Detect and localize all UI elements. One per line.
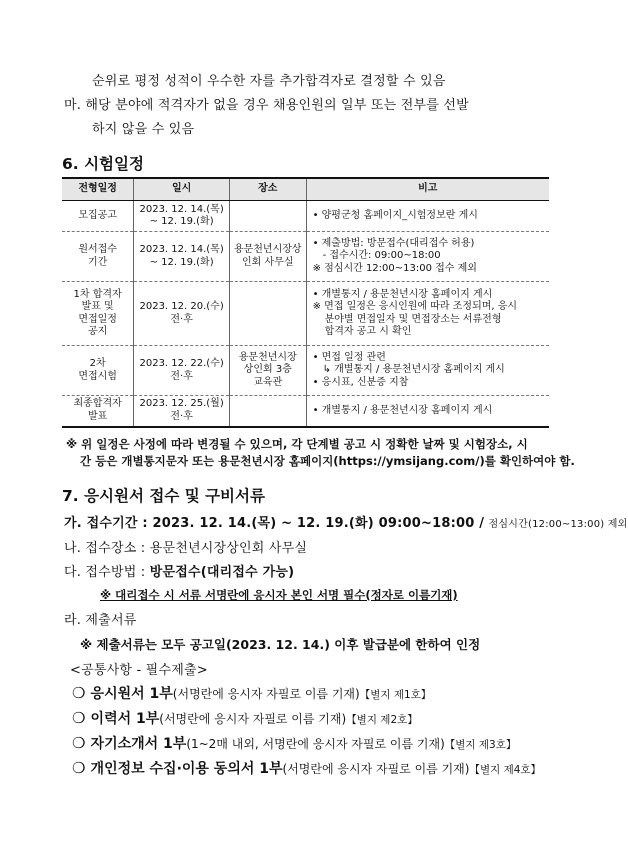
cell-line: 전·후 (170, 370, 193, 382)
cell-line: 합격자 공고 시 확인 (324, 326, 412, 337)
cell-note (306, 232, 549, 282)
cell-line: • 면접 일정 관련 (312, 351, 386, 363)
section-6-title: 6. 시험일정 (62, 155, 144, 173)
cell-line: 기간 (87, 256, 108, 268)
cell-place (229, 232, 306, 282)
receipt-method-line (64, 561, 294, 580)
cell-stage (62, 232, 134, 282)
cell-line: 교육관 (253, 376, 283, 388)
required-doc-item (72, 733, 516, 753)
table-row (62, 346, 549, 396)
cell-line: 분야별 면접일자 및 면접장소는 서류전형 (324, 313, 502, 325)
cell-line: ↳ 개별통지 / 용문천년시장 홈페이지 게시 (322, 364, 505, 376)
header-date: 일시 (134, 178, 230, 201)
table-header-row (62, 178, 549, 201)
proxy-signature-note: ※ 대리접수 시 서류 서명란에 응시자 본인 서명 필수(정자로 이름기재) (100, 588, 458, 602)
cell-note (306, 396, 549, 427)
cell-line: • 개별통지 / 용문천년시장 홈페이지 게시 (312, 288, 493, 300)
required-doc-title: 이력서 1부 (90, 711, 160, 727)
header-place: 장소 (229, 178, 306, 201)
cell-place (229, 201, 306, 232)
cell-date (134, 346, 230, 396)
top-line-2: 마. 해당 분야에 적격자가 없을 경우 채용인원의 일부 또는 전부를 선발 (64, 98, 469, 113)
cell-stage (62, 346, 134, 396)
cell-place (229, 346, 306, 396)
cell-line: 1차 합격자 (73, 288, 122, 300)
cell-line: ~ 12. 19.(화) (149, 216, 214, 227)
required-doc-title: 응시원서 1부 (90, 686, 173, 702)
cell-line: 원서접수 (78, 244, 117, 255)
documents-heading: 라. 제출서류 (64, 613, 137, 628)
cell-line: • 제출방법: 방문접수(대리접수 허용) (312, 237, 475, 249)
lunch-exclusion-note: 점심시간(12:00~13:00) 제외 (488, 519, 628, 530)
cell-place (229, 396, 306, 427)
cell-line: 공지 (87, 326, 108, 337)
cell-note (306, 282, 549, 346)
header-stage: 전형일정 (62, 178, 134, 201)
cell-line: 면접시험 (78, 370, 117, 382)
table-row (62, 396, 549, 427)
cell-line: 면접일정 (78, 313, 117, 325)
cell-line: 2023. 12. 20.(수) (139, 301, 224, 312)
receipt-period: 가. 접수기간 : 2023. 12. 14.(목) ~ 12. 19.(화) 09:00~18:00 / (64, 516, 485, 531)
required-doc-desc: (1~2매 내외, 서명란에 응시자 자필로 이름 기재) (186, 737, 445, 751)
cell-date (134, 282, 230, 346)
schedule-footnote-line-2: 간 등은 개별통지문자 또는 용문천년시장 홈페이지(https://ymsijang.com/)를 확인하여야 함. (80, 454, 575, 468)
cell-stage (62, 396, 134, 427)
schedule-footnote-line-1: ※ 위 일정은 사정에 따라 변경될 수 있으며, 각 단계별 공고 시 정확한 날짜 및 시험장소, 시 (66, 437, 528, 451)
cell-line: - 접수시간: 09:00~18:00 (322, 250, 441, 262)
cell-line: 모집공고 (78, 209, 117, 221)
header-note: 비고 (306, 178, 549, 201)
form-number-badge: 【별지 제4호】 (469, 764, 542, 776)
cell-line: • 응시표, 신분증 지참 (312, 376, 409, 388)
form-number-badge: 【별지 제3호】 (444, 739, 517, 751)
form-number-badge: 【별지 제1호】 (359, 689, 432, 701)
table-row (62, 232, 549, 282)
cell-line: 용문천년시장 (238, 351, 297, 363)
cell-line: ~ 12. 19.(화) (149, 256, 214, 268)
cell-line: 2023. 12. 22.(수) (139, 358, 224, 369)
cell-line: 전·후 (170, 313, 193, 325)
table-row (62, 282, 549, 346)
circle-bullet-icon: ❍ (72, 734, 86, 752)
cell-date (134, 201, 230, 232)
top-line-1: 순위로 평정 성적이 우수한 자를 추가합격자로 결정할 수 있음 (92, 74, 446, 89)
required-doc-item (72, 758, 541, 778)
receipt-place: 나. 접수장소 : 용문천년시장상인회 사무실 (64, 541, 308, 556)
receipt-period-line (64, 512, 628, 531)
cell-line: 전·후 (170, 410, 193, 422)
required-doc-item (72, 683, 431, 703)
required-doc-title: 개인정보 수집·이용 동의서 1부 (90, 761, 283, 777)
cell-line: 2차 (89, 358, 106, 369)
cell-line: • 개별통지 / 용문천년시장 홈페이지 게시 (312, 404, 493, 416)
cell-line: 2023. 12. 14.(목) (139, 203, 224, 215)
required-doc-desc: (서명란에 응시자 자필로 이름 기재) (172, 687, 360, 701)
cell-line: 발표 (87, 410, 108, 422)
circle-bullet-icon: ❍ (72, 709, 86, 727)
table-row (62, 201, 549, 232)
cell-note (306, 346, 549, 396)
circle-bullet-icon: ❍ (72, 759, 86, 777)
required-doc-desc: (서명란에 응시자 자필로 이름 기재) (282, 762, 470, 776)
cell-line: ※ 점심시간 12:00~13:00 접수 제외 (312, 262, 477, 274)
cell-line: 용문천년시장상 (233, 244, 302, 255)
cell-line: 상인회 3층 (243, 364, 292, 376)
cell-date (134, 232, 230, 282)
cell-line: 2023. 12. 14.(목) (139, 244, 224, 255)
form-number-badge: 【별지 제2호】 (346, 714, 418, 726)
receipt-method-value: 방문접수(대리접수 가능) (149, 565, 295, 580)
common-required-heading: <공통사항 - 필수제출> (70, 663, 208, 678)
cell-line: 최종합격자 (73, 398, 122, 410)
cell-line: 인회 사무실 (242, 256, 294, 268)
cell-line: ※ 면접 일정은 응시인원에 따라 조정되며, 응시 (312, 301, 518, 312)
cell-line: 2023. 12. 25.(월) (139, 398, 224, 410)
cell-date (134, 396, 230, 427)
cell-stage (62, 201, 134, 232)
receipt-method-label: 다. 접수방법 : (64, 565, 146, 580)
cell-line: • 양평군청 홈페이지_시험정보란 게시 (312, 209, 478, 221)
circle-bullet-icon: ❍ (72, 684, 86, 702)
cell-line: 발표 및 (81, 301, 114, 312)
cell-place (229, 282, 306, 346)
cell-stage (62, 282, 134, 346)
required-doc-title: 자기소개서 1부 (90, 736, 187, 752)
required-doc-item (72, 708, 418, 728)
top-line-3: 하지 않을 수 있음 (92, 122, 195, 137)
exam-schedule-table (62, 177, 549, 428)
section-7-title: 7. 응시원서 접수 및 구비서류 (62, 487, 265, 505)
cell-note (306, 201, 549, 232)
documents-issue-note: ※ 제출서류는 모두 공고일(2023. 12. 14.) 이후 발급분에 한하여 인정 (80, 637, 481, 652)
required-doc-desc: (서명란에 응시자 자필로 이름 기재) (159, 712, 347, 726)
